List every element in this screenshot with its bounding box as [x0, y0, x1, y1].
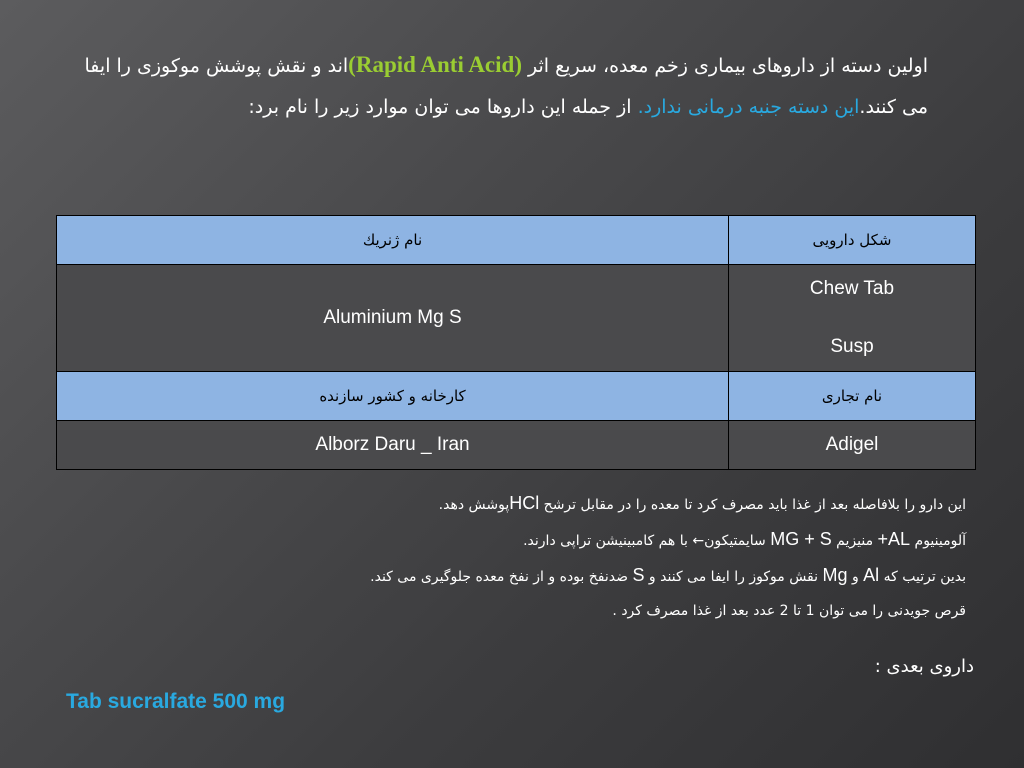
- table-subheader-row: [57, 372, 976, 421]
- table-header-row: [57, 216, 976, 265]
- dosage-forms-cell: [729, 265, 976, 372]
- rapid-anti-acid-title: (Rapid Anti Acid): [348, 52, 522, 77]
- note-line-1: این دارو را بلافاصله بعد از غذا باید مصرف کرد تا معده را در مقابل ترشح HClپوشش دهد.: [438, 493, 966, 513]
- intro-highlight: این دسته جنبه درمانی ندارد.: [637, 96, 860, 118]
- note-line-4: قرص جویدنی را می توان 1 تا 2 عدد بعد از غذا مصرف کرد .: [612, 603, 966, 619]
- hcl-text: HCl: [509, 493, 540, 513]
- header-generic-name: نام ژنریك: [57, 216, 729, 265]
- manufacturer-cell: Alborz Daru _ Iran: [57, 421, 729, 470]
- intro-text-1: اولین دسته از داروهای بیماری زخم معده، سریع اثر: [522, 55, 928, 77]
- generic-name-cell: Aluminium Mg S: [57, 265, 729, 372]
- next-drug-name: Tab sucralfate 500 mg: [66, 690, 286, 713]
- note-line-3: بدین ترتیب که Al و Mg نقش موکوز را ایفا می کنند و S ضدنفخ بوده و از نفخ معده جلوگیری می کند.: [370, 565, 966, 585]
- arrow-left-icon: ←: [692, 533, 705, 549]
- form-susp: Susp: [830, 336, 874, 357]
- table-row: [57, 421, 976, 470]
- brand-name-cell: Adigel: [729, 421, 976, 470]
- intro-text-3: از جمله این داروها می توان موارد زیر را نام برد:: [248, 96, 638, 118]
- header-manufacturer: کارخانه و کشور سازنده: [57, 372, 729, 421]
- usage-notes: [100, 486, 966, 628]
- header-dosage-form: شكل دارويی: [729, 216, 976, 265]
- form-chew-tab: Chew Tab: [809, 278, 895, 299]
- header-brand-name: نام تجاری: [729, 372, 976, 421]
- drug-table: [56, 215, 976, 470]
- note-line-2: آلومینیوم AL+ منیزیم MG + S سایمتیکون← با هم کامبینیشن تراپی دارند.: [523, 529, 966, 549]
- next-drug-label: داروی بعدی :: [874, 656, 974, 677]
- intro-text-2: اند و نقش پوشش موکوزی را ایفا می کنند.: [84, 55, 928, 118]
- intro-paragraph: [80, 44, 928, 128]
- table-row: [57, 265, 976, 372]
